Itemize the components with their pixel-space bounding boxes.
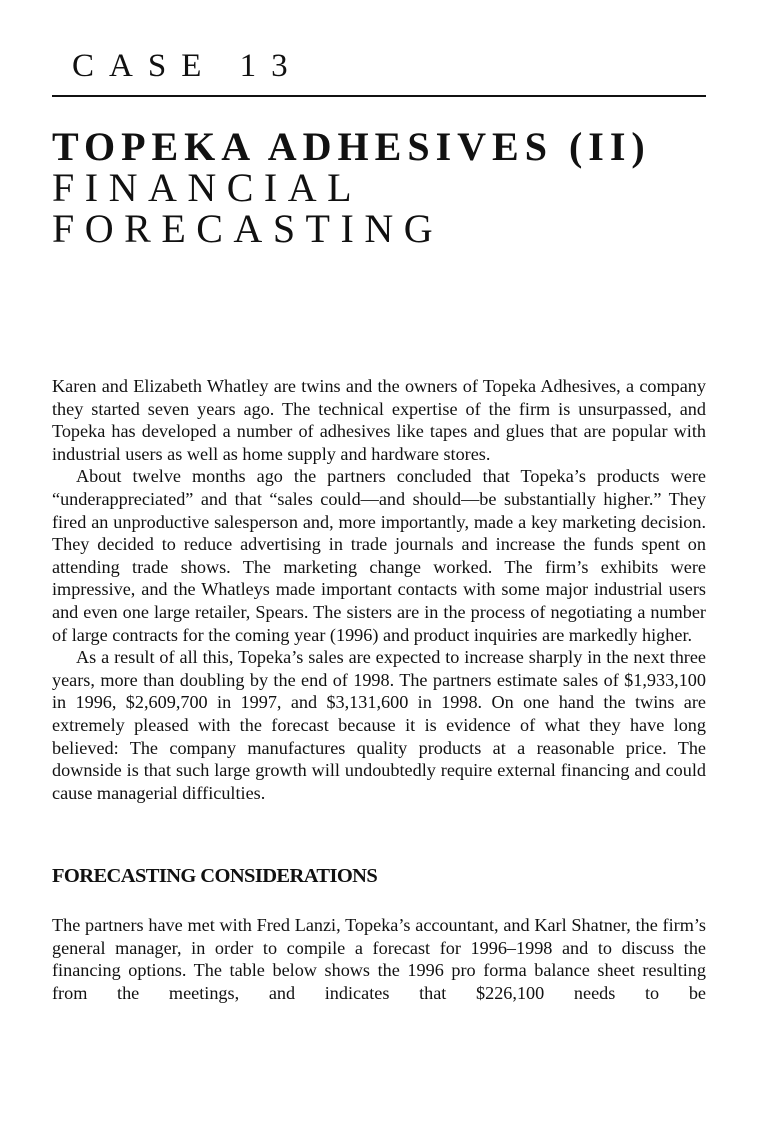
- paragraph-1: Karen and Elizabeth Whatley are twins and the owners of Topeka Adhesives, a company they started seven years ago. The technical expertise of the firm is unsurpassed, and Topeka has developed a number of adhesives like tapes and glues that are popular with industrial users as well as home supply and hardware stores.: [52, 376, 706, 464]
- chapter-title: [52, 126, 706, 249]
- section-heading: FORECASTING CONSIDERATIONS: [52, 865, 378, 887]
- intro-text: [52, 375, 706, 804]
- paragraph-2: About twelve months ago the partners concluded that Topeka’s products were “underappreciated” and that “sales could—and should—be substantially higher.” They fired an unproductive salesperson and, more importantly, made a key marketing decision. They decided to reduce advertising in trade journals and increase the funds spent on attending trade shows. The marketing change worked. The firm’s exhibits were impressive, and the Whatleys made important contacts with some major industrial users and even one large retailer, Spears. The sisters are in the process of negotiating a number of large contracts for the coming year (1996) and product inquiries are markedly higher.: [52, 466, 706, 645]
- case-label: CASE 13: [72, 48, 303, 84]
- header-rule: [52, 95, 706, 97]
- title-line-1: TOPEKA ADHESIVES (II): [52, 124, 651, 169]
- title-line-2: FINANCIAL: [52, 165, 363, 210]
- title-line-3: FORECASTING: [52, 206, 444, 251]
- paragraph-3: As a result of all this, Topeka’s sales are expected to increase sharply in the next three years, more than doubling by the end of 1998. The partners estimate sales of $1,933,100 in 1996, $2,609,700 in 1997, and $3,131,600 in 1998. On one hand the twins are extremely pleased with the forecast because it is evidence of what they have long believed: The company manufactures quality products at a reasonable price. The downside is that such large growth will undoubtedly require external financing and could cause managerial difficulties.: [52, 647, 706, 803]
- section-paragraph: The partners have met with Fred Lanzi, Topeka’s accountant, and Karl Shatner, the firm’s general manager, in order to compile a forecast for 1996–1998 and to discuss the financing options. The table below shows the 1996 pro forma balance sheet resulting from the meetings, and indicates that $226,100 needs to be: [52, 915, 706, 1003]
- section-text: [52, 914, 706, 1004]
